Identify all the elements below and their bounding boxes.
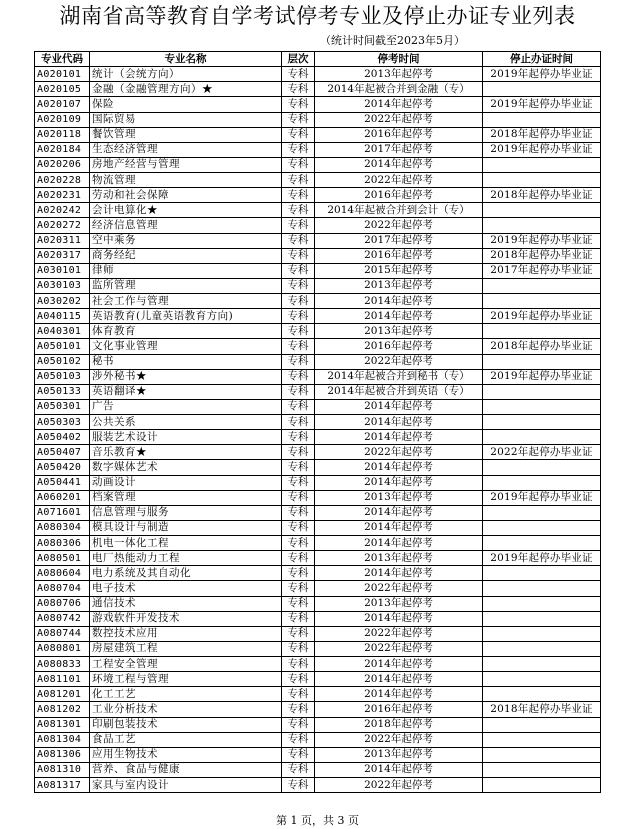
table-row (35, 717, 601, 732)
cell-code: A081201 (35, 687, 90, 702)
cell-stop-time: 2017年起停考 (315, 233, 483, 248)
table-row (35, 505, 601, 520)
cell-code: A050101 (35, 339, 90, 354)
cell-code: A020109 (35, 112, 90, 127)
cell-code: A080742 (35, 611, 90, 626)
table-row (35, 399, 601, 414)
cell-level: 专科 (282, 445, 315, 460)
cell-name: 公共关系 (90, 415, 282, 430)
cell-code: A050402 (35, 430, 90, 445)
table-row (35, 687, 601, 702)
cell-code: A080604 (35, 566, 90, 581)
cell-stop-time: 2014年起停考 (315, 415, 483, 430)
cell-code: A020231 (35, 188, 90, 203)
cell-cert-stop-time (483, 460, 601, 475)
cell-cert-stop-time (483, 203, 601, 218)
cell-code: A050303 (35, 415, 90, 430)
table-row (35, 551, 601, 566)
cell-cert-stop-time (483, 611, 601, 626)
table-row (35, 203, 601, 218)
header-code: 专业代码 (35, 52, 90, 67)
cell-cert-stop-time (483, 778, 601, 793)
cell-level: 专科 (282, 505, 315, 520)
cell-name: 体育教育 (90, 324, 282, 339)
cell-name: 金融（金融管理方向）★ (90, 82, 282, 97)
cell-name: 机电一体化工程 (90, 536, 282, 551)
cell-name: 动画设计 (90, 475, 282, 490)
table-header-row (35, 52, 601, 67)
cell-stop-time: 2013年起停考 (315, 747, 483, 762)
page-footer: 第 1 页，共 3 页 (276, 814, 359, 827)
cell-cert-stop-time (483, 672, 601, 687)
cell-level: 专科 (282, 399, 315, 414)
cell-cert-stop-time: 2019年起停办毕业证 (483, 233, 601, 248)
cell-name: 房地产经营与管理 (90, 157, 282, 172)
cell-code: A081202 (35, 702, 90, 717)
cell-stop-time: 2014年起被合并到金融（专） (315, 82, 483, 97)
cell-code: A020105 (35, 82, 90, 97)
cell-name: 信息管理与服务 (90, 505, 282, 520)
table-row (35, 294, 601, 309)
cell-code: A020101 (35, 67, 90, 82)
cell-cert-stop-time (483, 505, 601, 520)
cell-level: 专科 (282, 778, 315, 793)
cell-stop-time: 2014年起停考 (315, 566, 483, 581)
cell-level: 专科 (282, 460, 315, 475)
cell-stop-time: 2022年起停考 (315, 626, 483, 641)
cell-stop-time: 2022年起停考 (315, 445, 483, 460)
cell-name: 广告 (90, 399, 282, 414)
cell-name: 秘书 (90, 354, 282, 369)
cell-level: 专科 (282, 354, 315, 369)
cell-stop-time: 2014年起停考 (315, 430, 483, 445)
cell-code: A020206 (35, 157, 90, 172)
cell-stop-time: 2014年起停考 (315, 657, 483, 672)
cell-code: A040115 (35, 309, 90, 324)
table-row (35, 611, 601, 626)
cell-name: 商务经纪 (90, 248, 282, 263)
cell-level: 专科 (282, 384, 315, 399)
cell-stop-time: 2014年起停考 (315, 505, 483, 520)
cell-stop-time: 2013年起停考 (315, 67, 483, 82)
cell-level: 专科 (282, 309, 315, 324)
cell-name: 文化事业管理 (90, 339, 282, 354)
cell-level: 专科 (282, 520, 315, 535)
cell-level: 专科 (282, 157, 315, 172)
table-row (35, 641, 601, 656)
cell-level: 专科 (282, 732, 315, 747)
table-row (35, 278, 601, 293)
cell-stop-time: 2014年起被合并到英语（专） (315, 384, 483, 399)
cell-cert-stop-time: 2018年起停办毕业证 (483, 339, 601, 354)
cell-name: 经济信息管理 (90, 218, 282, 233)
table-row (35, 460, 601, 475)
table-row (35, 536, 601, 551)
cell-level: 专科 (282, 626, 315, 641)
cell-name: 环境工程与管理 (90, 672, 282, 687)
cell-stop-time: 2014年起停考 (315, 309, 483, 324)
cell-cert-stop-time: 2018年起停办毕业证 (483, 248, 601, 263)
cell-cert-stop-time (483, 596, 601, 611)
cell-cert-stop-time (483, 657, 601, 672)
cell-code: A030101 (35, 263, 90, 278)
table-body (35, 67, 601, 793)
cell-cert-stop-time (483, 430, 601, 445)
cell-stop-time: 2014年起停考 (315, 762, 483, 777)
cell-level: 专科 (282, 369, 315, 384)
table-row (35, 747, 601, 762)
cell-code: A020118 (35, 127, 90, 142)
cell-level: 专科 (282, 596, 315, 611)
table-row (35, 142, 601, 157)
table-row (35, 233, 601, 248)
page-title: 湖南省高等教育自学考试停考专业及停止办证专业列表 (59, 4, 576, 28)
cell-name: 空中乘务 (90, 233, 282, 248)
cell-level: 专科 (282, 263, 315, 278)
cell-cert-stop-time (483, 399, 601, 414)
cell-name: 模具设计与制造 (90, 520, 282, 535)
table-row (35, 369, 601, 384)
table-row (35, 82, 601, 97)
cell-level: 专科 (282, 248, 315, 263)
cell-stop-time: 2014年起停考 (315, 672, 483, 687)
table-row (35, 778, 601, 793)
cell-name: 电子技术 (90, 581, 282, 596)
cell-code: A050441 (35, 475, 90, 490)
cell-level: 专科 (282, 278, 315, 293)
cell-name: 通信技术 (90, 596, 282, 611)
cell-code: A020317 (35, 248, 90, 263)
cell-name: 国际贸易 (90, 112, 282, 127)
page-subtitle: （统计时间截至2023年5月） (320, 34, 465, 47)
table-row (35, 430, 601, 445)
cell-stop-time: 2013年起停考 (315, 551, 483, 566)
table-row (35, 520, 601, 535)
header-name: 专业名称 (90, 52, 282, 67)
cell-cert-stop-time: 2022年起停办毕业证 (483, 445, 601, 460)
cell-stop-time: 2022年起停考 (315, 641, 483, 656)
table-row (35, 581, 601, 596)
cell-stop-time: 2013年起停考 (315, 490, 483, 505)
table-row (35, 702, 601, 717)
table-row (35, 173, 601, 188)
cell-stop-time: 2022年起停考 (315, 778, 483, 793)
cell-code: A080306 (35, 536, 90, 551)
cell-name: 应用生物技术 (90, 747, 282, 762)
cell-level: 专科 (282, 415, 315, 430)
cell-code: A020311 (35, 233, 90, 248)
cell-name: 食品工艺 (90, 732, 282, 747)
cell-name: 英语教育(儿童英语教育方向) (90, 309, 282, 324)
cell-cert-stop-time: 2017年起停办毕业证 (483, 263, 601, 278)
cell-name: 电厂热能动力工程 (90, 551, 282, 566)
cell-stop-time: 2014年起停考 (315, 475, 483, 490)
cell-level: 专科 (282, 747, 315, 762)
cell-cert-stop-time (483, 112, 601, 127)
cell-name: 社会工作与管理 (90, 294, 282, 309)
cell-cert-stop-time (483, 173, 601, 188)
cell-name: 化工工艺 (90, 687, 282, 702)
cell-cert-stop-time (483, 641, 601, 656)
cell-level: 专科 (282, 97, 315, 112)
cell-level: 专科 (282, 67, 315, 82)
cell-cert-stop-time (483, 566, 601, 581)
cell-level: 专科 (282, 687, 315, 702)
cell-cert-stop-time: 2018年起停办毕业证 (483, 188, 601, 203)
table-row (35, 626, 601, 641)
cell-cert-stop-time (483, 278, 601, 293)
cell-name: 工业分析技术 (90, 702, 282, 717)
table-row (35, 97, 601, 112)
cell-name: 餐饮管理 (90, 127, 282, 142)
cell-cert-stop-time: 2019年起停办毕业证 (483, 309, 601, 324)
cell-stop-time: 2016年起停考 (315, 339, 483, 354)
cell-level: 专科 (282, 324, 315, 339)
cell-code: A020107 (35, 97, 90, 112)
cell-stop-time: 2014年起停考 (315, 294, 483, 309)
table-row (35, 324, 601, 339)
cell-cert-stop-time (483, 218, 601, 233)
table-row (35, 657, 601, 672)
table-row (35, 157, 601, 172)
cell-code: A020228 (35, 173, 90, 188)
cell-name: 英语翻译★ (90, 384, 282, 399)
cell-name: 电力系统及其自动化 (90, 566, 282, 581)
cell-stop-time: 2013年起停考 (315, 596, 483, 611)
cell-stop-time: 2016年起停考 (315, 188, 483, 203)
cell-level: 专科 (282, 430, 315, 445)
cell-stop-time: 2014年起停考 (315, 520, 483, 535)
cell-name: 工程安全管理 (90, 657, 282, 672)
cell-level: 专科 (282, 536, 315, 551)
cell-stop-time: 2014年起停考 (315, 460, 483, 475)
cell-name: 营养、食品与健康 (90, 762, 282, 777)
cell-name: 数控技术应用 (90, 626, 282, 641)
table-row (35, 475, 601, 490)
cell-stop-time: 2014年起停考 (315, 611, 483, 626)
table-row (35, 339, 601, 354)
cell-name: 服装艺术设计 (90, 430, 282, 445)
cell-code: A030103 (35, 278, 90, 293)
cell-code: A080833 (35, 657, 90, 672)
cell-code: A050407 (35, 445, 90, 460)
cell-level: 专科 (282, 112, 315, 127)
cell-level: 专科 (282, 127, 315, 142)
cell-name: 会计电算化★ (90, 203, 282, 218)
cell-stop-time: 2014年起停考 (315, 97, 483, 112)
cell-name: 监所管理 (90, 278, 282, 293)
cell-level: 专科 (282, 762, 315, 777)
cell-level: 专科 (282, 173, 315, 188)
cell-level: 专科 (282, 294, 315, 309)
cell-code: A081306 (35, 747, 90, 762)
cell-stop-time: 2014年起停考 (315, 157, 483, 172)
cell-cert-stop-time (483, 294, 601, 309)
cell-cert-stop-time: 2019年起停办毕业证 (483, 67, 601, 82)
cell-code: A050301 (35, 399, 90, 414)
cell-stop-time: 2022年起停考 (315, 218, 483, 233)
cell-stop-time: 2014年起被合并到会计（专） (315, 203, 483, 218)
cell-cert-stop-time (483, 354, 601, 369)
cell-level: 专科 (282, 566, 315, 581)
cell-cert-stop-time (483, 415, 601, 430)
table-row (35, 354, 601, 369)
cell-cert-stop-time (483, 324, 601, 339)
cell-cert-stop-time (483, 384, 601, 399)
cell-cert-stop-time (483, 732, 601, 747)
cell-level: 专科 (282, 581, 315, 596)
cell-level: 专科 (282, 551, 315, 566)
cell-cert-stop-time (483, 157, 601, 172)
cell-cert-stop-time: 2018年起停办毕业证 (483, 702, 601, 717)
cell-level: 专科 (282, 233, 315, 248)
cell-cert-stop-time (483, 747, 601, 762)
table-row (35, 672, 601, 687)
cell-cert-stop-time: 2018年起停办毕业证 (483, 127, 601, 142)
table-row (35, 596, 601, 611)
cell-code: A081301 (35, 717, 90, 732)
table-row (35, 415, 601, 430)
cell-code: A080744 (35, 626, 90, 641)
major-table (34, 51, 601, 793)
cell-name: 涉外秘书★ (90, 369, 282, 384)
cell-cert-stop-time: 2019年起停办毕业证 (483, 490, 601, 505)
cell-name: 统计（会统方向） (90, 67, 282, 82)
cell-cert-stop-time (483, 626, 601, 641)
table-row (35, 566, 601, 581)
cell-name: 劳动和社会保障 (90, 188, 282, 203)
cell-stop-time: 2022年起停考 (315, 581, 483, 596)
cell-code: A050420 (35, 460, 90, 475)
cell-stop-time: 2014年起被合并到秘书（专） (315, 369, 483, 384)
cell-level: 专科 (282, 657, 315, 672)
cell-level: 专科 (282, 475, 315, 490)
cell-stop-time: 2016年起停考 (315, 248, 483, 263)
cell-stop-time: 2014年起停考 (315, 536, 483, 551)
cell-cert-stop-time (483, 536, 601, 551)
cell-name: 房屋建筑工程 (90, 641, 282, 656)
table-row (35, 309, 601, 324)
cell-code: A050133 (35, 384, 90, 399)
header-stop-time: 停考时间 (315, 52, 483, 67)
cell-name: 保险 (90, 97, 282, 112)
table-row (35, 263, 601, 278)
cell-level: 专科 (282, 203, 315, 218)
cell-code: A020242 (35, 203, 90, 218)
cell-level: 专科 (282, 611, 315, 626)
cell-level: 专科 (282, 702, 315, 717)
cell-code: A020184 (35, 142, 90, 157)
cell-stop-time: 2014年起停考 (315, 399, 483, 414)
cell-cert-stop-time (483, 475, 601, 490)
cell-code: A030202 (35, 294, 90, 309)
cell-name: 音乐教育★ (90, 445, 282, 460)
cell-name: 印刷包装技术 (90, 717, 282, 732)
cell-cert-stop-time: 2019年起停办毕业证 (483, 142, 601, 157)
cell-code: A080801 (35, 641, 90, 656)
table-row (35, 248, 601, 263)
table-row (35, 732, 601, 747)
cell-code: A040301 (35, 324, 90, 339)
cell-cert-stop-time (483, 520, 601, 535)
cell-code: A050103 (35, 369, 90, 384)
cell-code: A080704 (35, 581, 90, 596)
cell-level: 专科 (282, 142, 315, 157)
cell-cert-stop-time (483, 717, 601, 732)
cell-name: 律师 (90, 263, 282, 278)
cell-cert-stop-time (483, 82, 601, 97)
cell-name: 数字媒体艺术 (90, 460, 282, 475)
table-row (35, 762, 601, 777)
cell-name: 生态经济管理 (90, 142, 282, 157)
cell-level: 专科 (282, 717, 315, 732)
cell-stop-time: 2014年起停考 (315, 687, 483, 702)
table-row (35, 218, 601, 233)
cell-name: 家具与室内设计 (90, 778, 282, 793)
cell-stop-time: 2017年起停考 (315, 142, 483, 157)
table-row (35, 384, 601, 399)
table-row (35, 188, 601, 203)
cell-code: A060201 (35, 490, 90, 505)
table-row (35, 112, 601, 127)
cell-name: 物流管理 (90, 173, 282, 188)
cell-cert-stop-time (483, 581, 601, 596)
cell-cert-stop-time (483, 762, 601, 777)
table-row (35, 490, 601, 505)
cell-cert-stop-time: 2019年起停办毕业证 (483, 97, 601, 112)
cell-name: 档案管理 (90, 490, 282, 505)
table-row (35, 67, 601, 82)
cell-level: 专科 (282, 82, 315, 97)
cell-stop-time: 2022年起停考 (315, 173, 483, 188)
cell-code: A080304 (35, 520, 90, 535)
cell-code: A081304 (35, 732, 90, 747)
cell-level: 专科 (282, 641, 315, 656)
cell-cert-stop-time: 2019年起停办毕业证 (483, 369, 601, 384)
cell-code: A071601 (35, 505, 90, 520)
cell-stop-time: 2016年起停考 (315, 127, 483, 142)
cell-level: 专科 (282, 218, 315, 233)
cell-level: 专科 (282, 339, 315, 354)
cell-code: A081310 (35, 762, 90, 777)
table-row (35, 445, 601, 460)
cell-code: A020272 (35, 218, 90, 233)
cell-level: 专科 (282, 672, 315, 687)
table-row (35, 127, 601, 142)
cell-code: A081317 (35, 778, 90, 793)
cell-level: 专科 (282, 188, 315, 203)
cell-name: 游戏软件开发技术 (90, 611, 282, 626)
cell-code: A081101 (35, 672, 90, 687)
cell-level: 专科 (282, 490, 315, 505)
cell-stop-time: 2018年起停考 (315, 717, 483, 732)
cell-stop-time: 2022年起停考 (315, 732, 483, 747)
cell-cert-stop-time (483, 687, 601, 702)
header-level: 层次 (282, 52, 315, 67)
cell-stop-time: 2013年起停考 (315, 278, 483, 293)
cell-stop-time: 2013年起停考 (315, 324, 483, 339)
cell-code: A080501 (35, 551, 90, 566)
cell-stop-time: 2015年起停考 (315, 263, 483, 278)
cell-stop-time: 2022年起停考 (315, 354, 483, 369)
cell-stop-time: 2022年起停考 (315, 112, 483, 127)
cell-stop-time: 2016年起停考 (315, 702, 483, 717)
header-cert-stop-time: 停止办证时间 (483, 52, 601, 67)
cell-cert-stop-time: 2019年起停办毕业证 (483, 551, 601, 566)
cell-code: A050102 (35, 354, 90, 369)
cell-code: A080706 (35, 596, 90, 611)
